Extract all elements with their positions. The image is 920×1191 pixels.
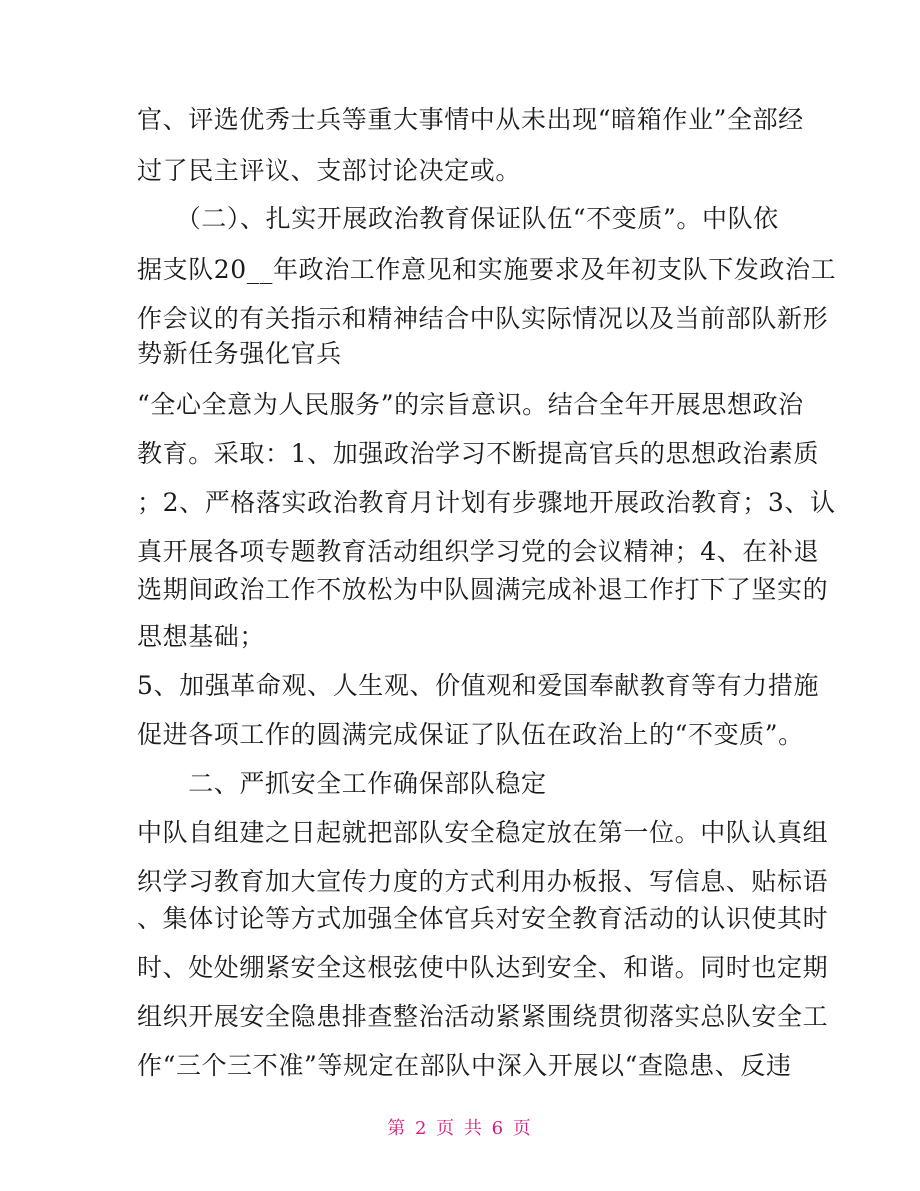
text-line: 官、评选优秀士兵等重大事情中从未出现“暗箱作业”全部经 xyxy=(137,105,804,134)
page-number-footer: 第 2 页 共 6 页 xyxy=(387,1118,533,1139)
text-line: 真开展各项专题教育活动组织学习党的会议精神；4、在补退 xyxy=(137,537,820,566)
text-line: 势新任务强化官兵 xyxy=(137,339,342,368)
section-heading: 二、严抓安全工作确保部队稳定 xyxy=(137,769,547,798)
text-line: 中队自组建之日起就把部队安全稳定放在第一位。中队认真组 xyxy=(137,818,829,847)
text-line: 组织开展安全隐患排查整治活动紧紧围绕贯彻落实总队安全工 xyxy=(137,1002,829,1031)
text-line: 织学习教育加大宣传力度的方式利用办板报、写信息、贴标语 xyxy=(137,867,829,896)
text-line: 过了民主评议、支部讨论决定或。 xyxy=(137,156,522,185)
text-line: （二）、扎实开展政治教育保证队伍“不变质”。中队依 xyxy=(137,204,779,233)
text-line: “全心全意为人民服务”的宗旨意识。结合全年开展思想政治 xyxy=(137,390,804,419)
text-line: 作“三个三不准”等规定在部队中深入开展以“查隐患、反违 xyxy=(137,1051,792,1080)
text-line: 、集体讨论等方式加强全体官兵对安全教育活动的认识使其时 xyxy=(137,904,829,933)
text-line: 思想基础； xyxy=(137,622,266,651)
text-line: ；2、严格落实政治教育月计划有步骤地开展政治教育；3、认 xyxy=(137,488,836,517)
text-line: 时、处处绷紧安全这根弦使中队达到安全、和谐。同时也定期 xyxy=(137,953,829,982)
text-line: 选期间政治工作不放松为中队圆满完成补退工作打下了坚实的 xyxy=(137,575,829,604)
text-line: 教育。采取：1、加强政治学习不断提高官兵的思想政治素质 xyxy=(137,439,820,468)
text-line: 促进各项工作的圆满完成保证了队伍在政治上的“不变质”。 xyxy=(137,720,804,749)
text-line: 5、加强革命观、人生观、价值观和爱国奉献教育等有力措施 xyxy=(137,671,820,700)
text-line: 作会议的有关指示和精神结合中队实际情况以及当前部队新形 xyxy=(137,304,829,333)
text-line: 据支队20__年政治工作意见和实施要求及年初支队下发政治工 xyxy=(137,255,837,284)
